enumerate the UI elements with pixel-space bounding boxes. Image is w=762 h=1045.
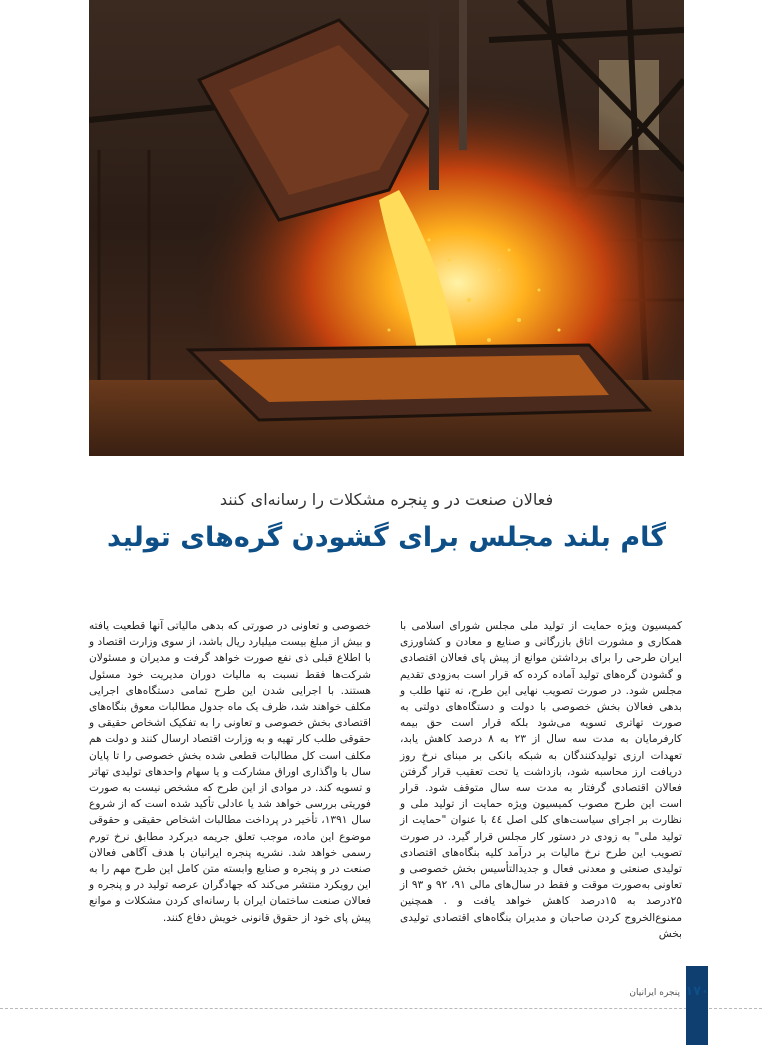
page-number: ۱۷۰ (685, 984, 709, 999)
hero-photo-steel-pouring (89, 0, 684, 456)
article-title: گام بلند مجلس برای گشودن گره‌های تولید (107, 522, 666, 553)
footer-divider (0, 1008, 762, 1009)
article-column-right: کمیسیون ویژه حمایت از تولید ملی مجلس شورای اسلامی با همکاری و مشورت اتاق بازرگانی و صنایع و معادن و کشاورزی ایران طرحی را برای برداشتن موانع از پیش پای فعالان اقتصادی و گشودن گره‌های تولید آماده کرده که قرار است به‌زودی تقدیم مجلس شود. در صورت تصویب نهایی این طرح، نه تنها طلب و بدهی فعالان بخش خصوصی با دولت و دستگاه‌های دولتی به صورت تهاتری تسویه می‌شود بلکه قرار است حق بیمه کارفرمایان به مدت سه سال از ۲۳ به ۸ درصد کاهش یابد، تعهدات ارزی تولیدکنندگان به شبکه بانکی بر مبنای نرخ روز دریافت ارز محاسبه شود، بازداشت یا تحت تعقیب قرار گرفتن فعالان اقتصادی گرفتار به مدت سه سال متوقف شود. قرار است این طرح مصوب کمیسیون ویژه حمایت از تولید ملی و نظارت بر اجرای سیاست‌های کلی اصل ٤٤ با عنوان "حمایت از تولید ملی" به زودی در دستور کار مجلس قرار گیرد. در صورت تصویب این طرح نرخ مالیات بر درآمد کلیه بنگاه‌های اقتصادی تولیدی صنعتی و معدنی فعال و جدیدالتأسیس بخش خصوصی و تعاونی به‌صورت موقت و فقط در سال‌های مالی ۹۱، ۹۲ و ۹۳ از ۲۵درصد به ۱۵درصد کاهش خواهد یافت و . همچنین ممنوع‌الخروج کردن صاحبان و مدیران بنگاه‌های اقتصادی تولیدی بخش (400, 620, 682, 940)
article-column-left: خصوصی و تعاونی در صورتی که بدهی مالیاتی آنها قطعیت یافته و بیش از مبلغ بیست میلیارد ریال باشد، از سوی وزارت اقتصاد و با اطلاع قبلی ذی نفع صورت خواهد گرفت و مدیران و مسئولان شرکت‌ها فقط نسبت به مالیات دوران مدیریت خود مسئول هستند. با اجرایی شدن این طرح تمامی دستگاه‌های اجرایی مکلف خواهند شد، ظرف یک ماه جدول مطالبات معوق بنگاه‌های اقتصادی بخش خصوصی و تعاونی را به تفکیک اشخاص حقیقی و حقوقی طلب کار تهیه و به وزارت اقتصاد ارسال کنند و دولت هم مکلف است کل مطالبات قطعی شده بخش خصوصی را تا پایان سال با واگذاری اوراق مشارکت و یا سهام واحدهای تولیدی تهاتر و تسویه کند. در موادی از این طرح که مشخص نیست به صورت فوریتی بررسی خواهد شد یا عادلی تأکید شده است که از شروع سال ۱۳۹۱، تأخیر در پرداخت مطالبات اشخاص حقیقی و حقوقی موضوع این ماده، موجب تعلق جریمه دیرکرد مطابق نرخ تورم رسمی خواهد شد. نشریه پنجره ایرانیان با هدف آگاهی فعالان صنعت در و پنجره و صنایع وابسته متن کامل این طرح مهم را به این رویکرد منتشر می‌کند که جهادگران عرصه تولید در و پنجره و فعالان صنعت ساختمان ایران با رسانه‌ای کردن مشکلات و موانع پیش پای خود از حقوق قانونی خویش دفاع کنند. (89, 620, 371, 924)
footer-color-bar (686, 966, 708, 1045)
magazine-name: پنجره ایرانیان (629, 988, 680, 998)
article-kicker: فعالان صنعت در و پنجره مشکلات را رسانه‌ای کنند (219, 490, 554, 509)
